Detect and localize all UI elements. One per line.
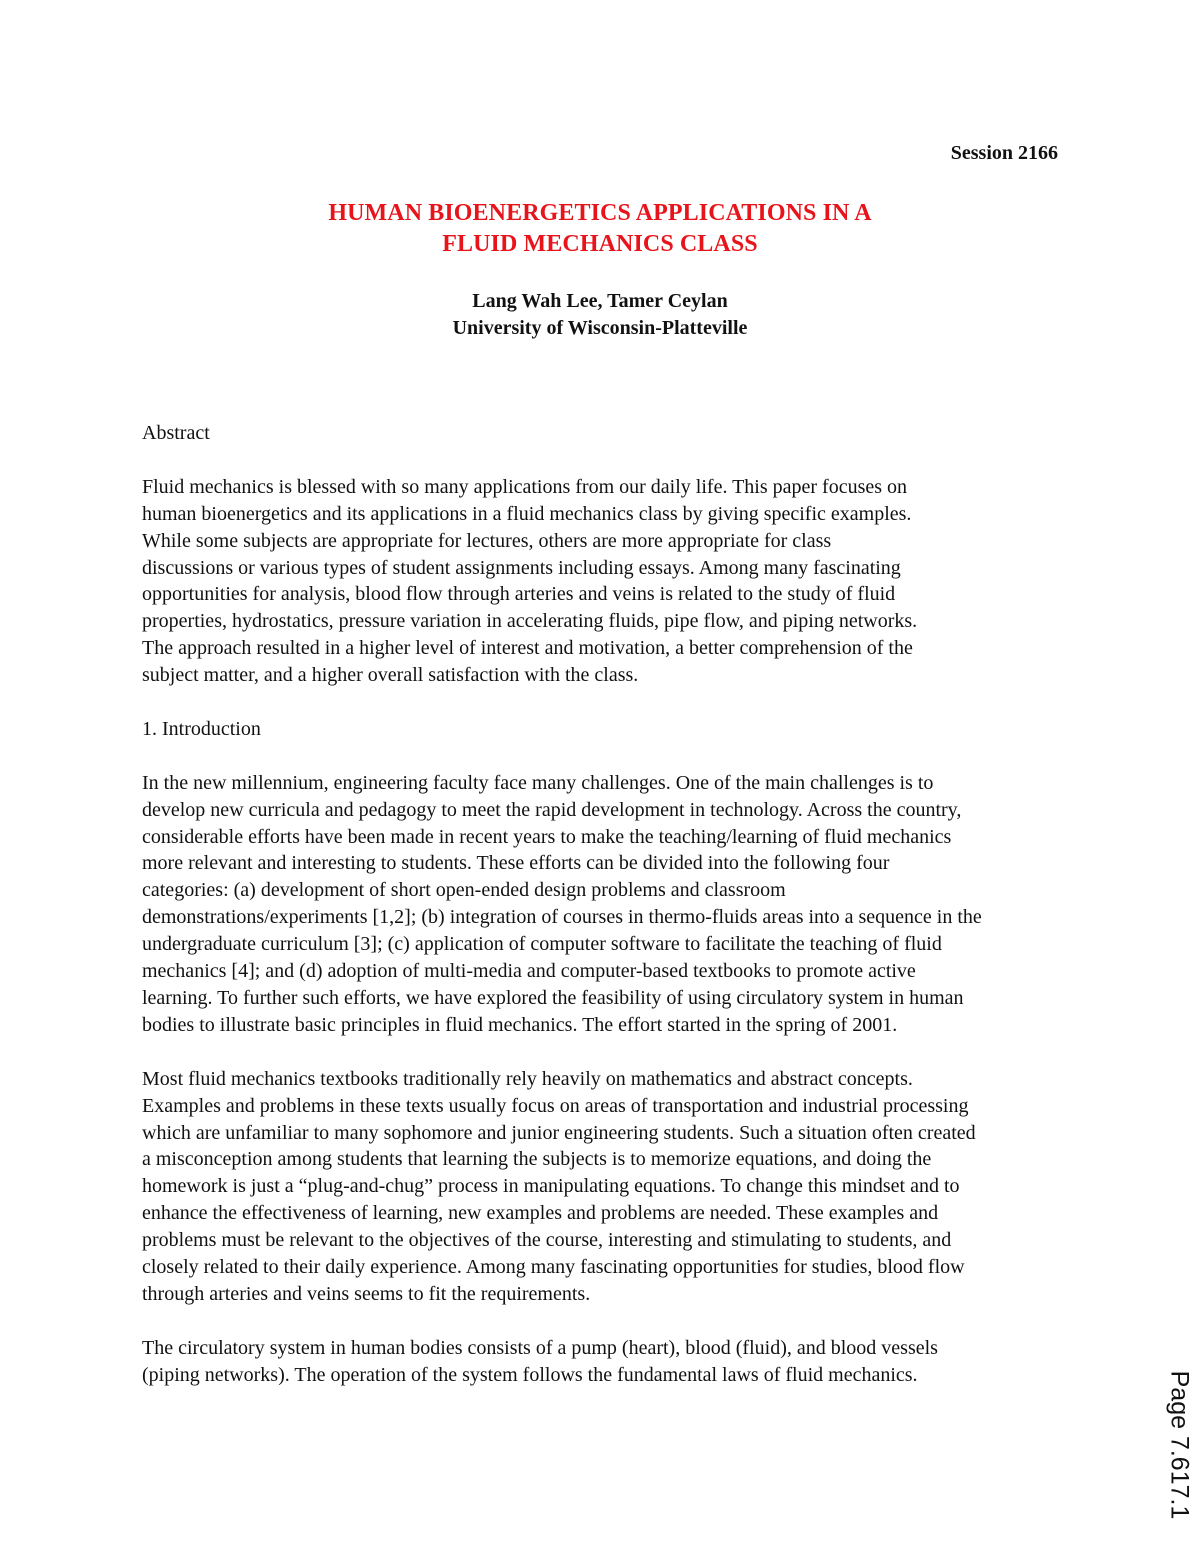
text-line: Most fluid mechanics textbooks traditionally rely heavily on mathematics and abstract concepts. bbox=[142, 1067, 913, 1090]
paper-body bbox=[142, 420, 1142, 1415]
page-number bbox=[1164, 1360, 1194, 1530]
title-line: FLUID MECHANICS CLASS bbox=[442, 231, 758, 257]
text-line: more relevant and interesting to students. These efforts can be divided into the following four bbox=[142, 852, 890, 875]
author-block bbox=[0, 288, 1200, 342]
text-line: Fluid mechanics is blessed with so many applications from our daily life. This paper focuses on bbox=[142, 475, 908, 498]
text-line: bodies to illustrate basic principles in fluid mechanics. The effort started in the spring of 2001. bbox=[142, 1013, 898, 1036]
introduction-paragraph-2 bbox=[142, 1066, 1142, 1308]
text-line: mechanics [4]; and (d) adoption of multi-media and computer-based textbooks to promote active bbox=[142, 960, 916, 983]
text-line: considerable efforts have been made in recent years to make the teaching/learning of fluid mechanics bbox=[142, 825, 952, 848]
introduction-heading: 1. Introduction bbox=[142, 717, 261, 740]
text-line: (piping networks). The operation of the system follows the fundamental laws of fluid mechanics. bbox=[142, 1363, 918, 1386]
author-affiliation: University of Wisconsin-Platteville bbox=[452, 317, 748, 339]
text-line: homework is just a “plug-and-chug” process in manipulating equations. To change this mindset and to bbox=[142, 1175, 960, 1198]
text-line: which are unfamiliar to many sophomore and junior engineering students. Such a situation often created bbox=[142, 1121, 976, 1144]
text-line: enhance the effectiveness of learning, new examples and problems are needed. These examples and bbox=[142, 1202, 939, 1225]
text-line: properties, hydrostatics, pressure variation in accelerating fluids, pipe flow, and piping networks. bbox=[142, 610, 918, 633]
text-line: discussions or various types of student assignments including essays. Among many fascinating bbox=[142, 556, 901, 579]
text-line: opportunities for analysis, blood flow through arteries and veins is related to the study of fluid bbox=[142, 583, 896, 606]
text-line: problems must be relevant to the objectives of the course, interesting and stimulating to students, and bbox=[142, 1229, 952, 1252]
text-line: In the new millennium, engineering faculty face many challenges. One of the main challenges is to bbox=[142, 771, 934, 794]
text-line: subject matter, and a higher overall satisfaction with the class. bbox=[142, 664, 639, 687]
text-line: The approach resulted in a higher level of interest and motivation, a better comprehension of the bbox=[142, 637, 913, 660]
title-line: HUMAN BIOENERGETICS APPLICATIONS IN A bbox=[328, 200, 872, 226]
text-line: learning. To further such efforts, we have explored the feasibility of using circulatory system in human bbox=[142, 986, 964, 1009]
paper-title bbox=[0, 198, 1200, 260]
text-line: While some subjects are appropriate for lectures, others are more appropriate for class bbox=[142, 529, 832, 552]
text-line: develop new curricula and pedagogy to meet the rapid development in technology. Across the country, bbox=[142, 798, 962, 821]
text-line: through arteries and veins seems to fit the requirements. bbox=[142, 1282, 591, 1305]
text-line: demonstrations/experiments [1,2]; (b) integration of courses in thermo-fluids areas into a sequence in the bbox=[142, 906, 982, 929]
text-line: human bioenergetics and its applications in a fluid mechanics class by giving specific examples. bbox=[142, 502, 912, 525]
session-number: Session 2166 bbox=[950, 142, 1058, 164]
text-line: a misconception among students that learning the subjects is to memorize equations, and doing the bbox=[142, 1148, 932, 1171]
page-number-label: Page 7.617.1 bbox=[1165, 1370, 1194, 1520]
author-names: Lang Wah Lee, Tamer Ceylan bbox=[472, 290, 728, 312]
text-line: closely related to their daily experience. Among many fascinating opportunities for studies, blood flow bbox=[142, 1256, 965, 1279]
introduction-paragraph-1 bbox=[142, 770, 1142, 1039]
text-line: undergraduate curriculum [3]; (c) application of computer software to facilitate the teaching of fluid bbox=[142, 933, 942, 956]
abstract-paragraph bbox=[142, 474, 1142, 689]
text-line: categories: (a) development of short open-ended design problems and classroom bbox=[142, 879, 786, 902]
abstract-heading: Abstract bbox=[142, 422, 210, 444]
introduction-paragraph-3 bbox=[142, 1335, 1142, 1389]
text-line: The circulatory system in human bodies consists of a pump (heart), blood (fluid), and blood vessels bbox=[142, 1336, 938, 1359]
text-line: Examples and problems in these texts usually focus on areas of transportation and industrial processing bbox=[142, 1094, 969, 1117]
